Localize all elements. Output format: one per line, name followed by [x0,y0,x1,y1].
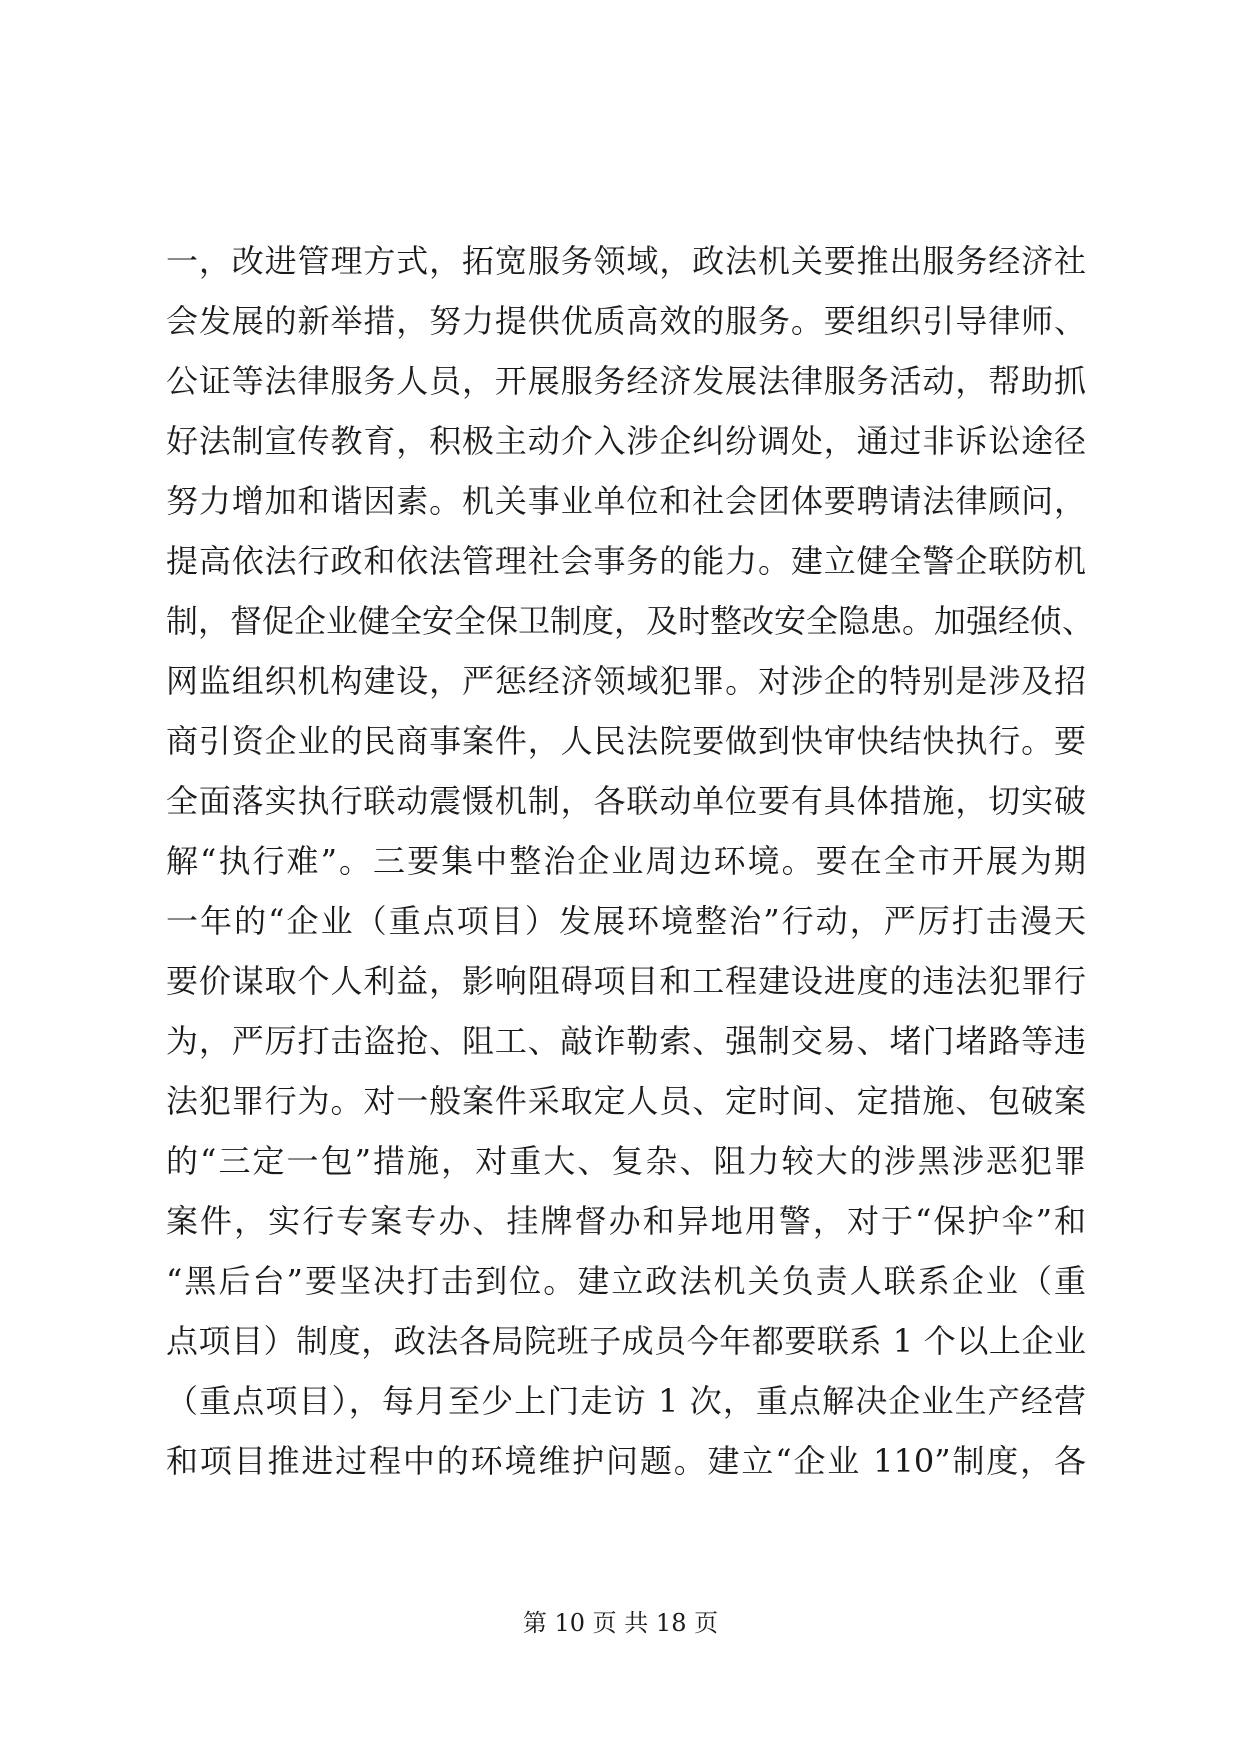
text-line: 为，严厉打击盗抢、阻工、敲诈勒索、强制交易、堵门堵路等违 [166,1022,1086,1060]
text-line: 点项目）制度，政法各局院班子成员今年都要联系 1 个以上企业 [166,1322,1086,1360]
text-line: 提高依法行政和依法管理社会事务的能力。建立健全警企联防机 [166,542,1086,580]
text-line: 案件，实行专案专办、挂牌督办和异地用警，对于“保护伞”和 [166,1202,1086,1240]
text-line: 全面落实执行联动震慑机制，各联动单位要有具体措施，切实破 [166,782,1086,820]
text-line: 制，督促企业健全安全保卫制度，及时整改安全隐患。加强经侦、 [166,602,1095,640]
text-line: 一年的“企业（重点项目）发展环境整治”行动，严厉打击漫天 [166,902,1086,940]
text-line: 网监组织机构建设，严惩经济领域犯罪。对涉企的特别是涉及招 [166,662,1086,700]
text-line: 好法制宣传教育，积极主动介入涉企纠纷调处，通过非诉讼途径 [166,422,1086,460]
text-line: 商引资企业的民商事案件，人民法院要做到快审快结快执行。要 [166,722,1086,760]
text-line: 和项目推进过程中的环境维护问题。建立“企业 110”制度，各 [166,1442,1086,1480]
text-line: 解“执行难”。三要集中整治企业周边环境。要在全市开展为期 [166,842,1086,880]
text-line: 法犯罪行为。对一般案件采取定人员、定时间、定措施、包破案 [166,1082,1086,1120]
text-line: （重点项目），每月至少上门走访 1 次，重点解决企业生产经营 [166,1382,1086,1420]
text-line: 会发展的新举措，努力提供优质高效的服务。要组织引导律师、 [166,302,1086,340]
text-line: “黑后台”要坚决打击到位。建立政法机关负责人联系企业（重 [166,1262,1086,1300]
body-paragraph [166,231,1095,1491]
text-line: 的“三定一包”措施，对重大、复杂、阻力较大的涉黑涉恶犯罪 [166,1142,1086,1180]
page-number-footer: 第 10 页 共 18 页 [522,1609,719,1637]
text-line: 要价谋取个人利益，影响阻碍项目和工程建设进度的违法犯罪行 [166,962,1086,1000]
text-line: 努力增加和谐因素。机关事业单位和社会团体要聘请法律顾问， [166,482,1086,520]
text-line: 公证等法律服务人员，开展服务经济发展法律服务活动，帮助抓 [166,362,1086,400]
text-line: 一，改进管理方式，拓宽服务领域，政法机关要推出服务经济社 [166,242,1086,280]
